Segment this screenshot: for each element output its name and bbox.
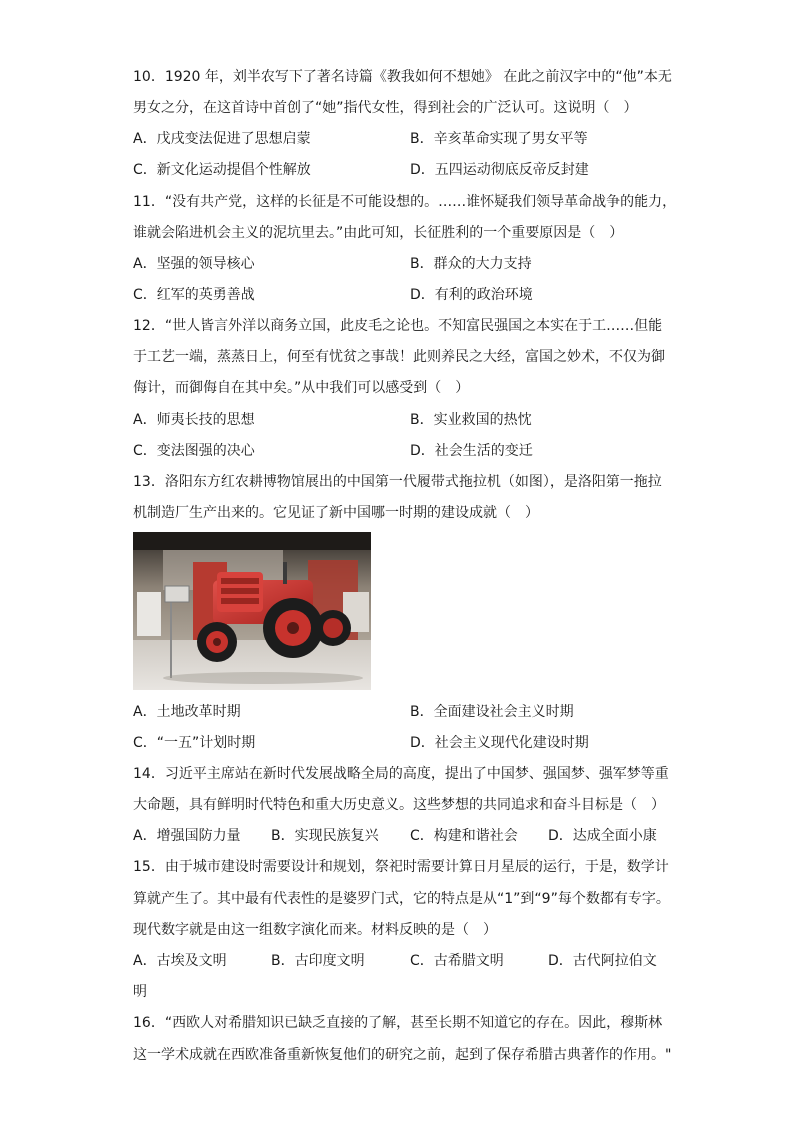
q16-stem-line-2: 这一学术成就在西欧准备重新恢复他们的研究之前，起到了保存希腊古典著作的作用。" [133, 1047, 672, 1063]
q12-option-c[interactable]: C．变法图强的决心 [133, 443, 255, 459]
tractor-photo [133, 532, 371, 690]
q12-option-b[interactable]: B．实业救国的热忱 [410, 412, 532, 428]
q14-stem-line-1: 14．习近平主席站在新时代发展战略全局的高度，提出了中国梦、强国梦、强军梦等重 [133, 766, 669, 782]
q11-option-b[interactable]: B．群众的大力支持 [410, 256, 532, 272]
q11-stem-line-2: 谁就会陷进机会主义的泥坑里去。”由此可知，长征胜利的一个重要原因是（ ） [133, 225, 624, 241]
q11-stem-line-1: 11．“没有共产党，这样的长征是不可能设想的。……谁怀疑我们领导革命战争的能力， [133, 194, 677, 210]
q10-stem-line-1: 10．1920 年，刘半农写下了著名诗篇《教我如何不想她》 在此之前汉字中的“他”本无 [133, 69, 672, 85]
q14-stem-line-2: 大命题，具有鲜明时代特色和重大历史意义。这些梦想的共同追求和奋斗目标是（ ） [133, 797, 665, 813]
q15-option-b[interactable]: B．古印度文明 [271, 953, 365, 969]
q13-stem-line-2: 机制造厂生产出来的。它见证了新中国哪一时期的建设成就（ ） [133, 505, 539, 521]
q10-option-b[interactable]: B．辛亥革命实现了男女平等 [410, 131, 588, 147]
q15-stem-line-3: 现代数字就是由这一组数字演化而来。材料反映的是（ ） [133, 922, 497, 938]
q12-option-a[interactable]: A．师夷长技的思想 [133, 412, 255, 428]
q15-option-d-wrap: 明 [133, 984, 147, 1000]
q11-option-d[interactable]: D．有利的政治环境 [410, 287, 533, 303]
q13-option-d[interactable]: D．社会主义现代化建设时期 [410, 735, 589, 751]
q13-option-a[interactable]: A．土地改革时期 [133, 704, 241, 720]
q12-stem-line-3: 侮计，而御侮自在其中矣。”从中我们可以感受到（ ） [133, 380, 470, 396]
q14-option-c[interactable]: C．构建和谐社会 [410, 828, 518, 844]
q14-option-d[interactable]: D．达成全面小康 [548, 828, 657, 844]
q13-stem-line-1: 13．洛阳东方红农耕博物馆展出的中国第一代履带式拖拉机（如图），是洛阳第一拖拉 [133, 474, 662, 490]
q16-stem-line-1: 16．“西欧人对希腊知识已缺乏直接的了解，甚至长期不知道它的存在。因此，穆斯林 [133, 1015, 663, 1031]
q11-option-a[interactable]: A．坚强的领导核心 [133, 256, 255, 272]
q12-option-d[interactable]: D．社会生活的变迁 [410, 443, 533, 459]
q10-stem-line-2: 男女之分，在这首诗中首创了“她”指代女性，得到社会的广泛认可。这说明（ ） [133, 100, 638, 116]
q15-stem-line-2: 算就产生了。其中最有代表性的是婆罗门式，它的特点是从“1”到“9”每个数都有专字。 [133, 891, 670, 907]
q11-option-c[interactable]: C．红军的英勇善战 [133, 287, 255, 303]
q15-stem-line-1: 15．由于城市建设时需要设计和规划，祭祀时需要计算日月星辰的运行，于是，数学计 [133, 859, 669, 875]
q15-option-c[interactable]: C．古希腊文明 [410, 953, 504, 969]
q13-option-c[interactable]: C．“一五”计划时期 [133, 735, 256, 751]
q14-option-b[interactable]: B．实现民族复兴 [271, 828, 379, 844]
q15-option-a[interactable]: A．古埃及文明 [133, 953, 227, 969]
q13-option-b[interactable]: B．全面建设社会主义时期 [410, 704, 574, 720]
q10-option-c[interactable]: C．新文化运动提倡个性解放 [133, 162, 311, 178]
q12-stem-line-1: 12．“世人皆言外洋以商务立国，此皮毛之论也。不知富民强国之本实在于工……但能 [133, 318, 663, 334]
q14-option-a[interactable]: A．增强国防力量 [133, 828, 241, 844]
q10-option-a[interactable]: A．戊戌变法促进了思想启蒙 [133, 131, 311, 147]
q12-stem-line-2: 于工艺一端，蒸蒸日上，何至有忧贫之事哉！此则养民之大经，富国之妙术，不仅为御 [133, 349, 665, 365]
q10-option-d[interactable]: D．五四运动彻底反帝反封建 [410, 162, 589, 178]
q15-option-d[interactable]: D．古代阿拉伯文 [548, 953, 657, 969]
